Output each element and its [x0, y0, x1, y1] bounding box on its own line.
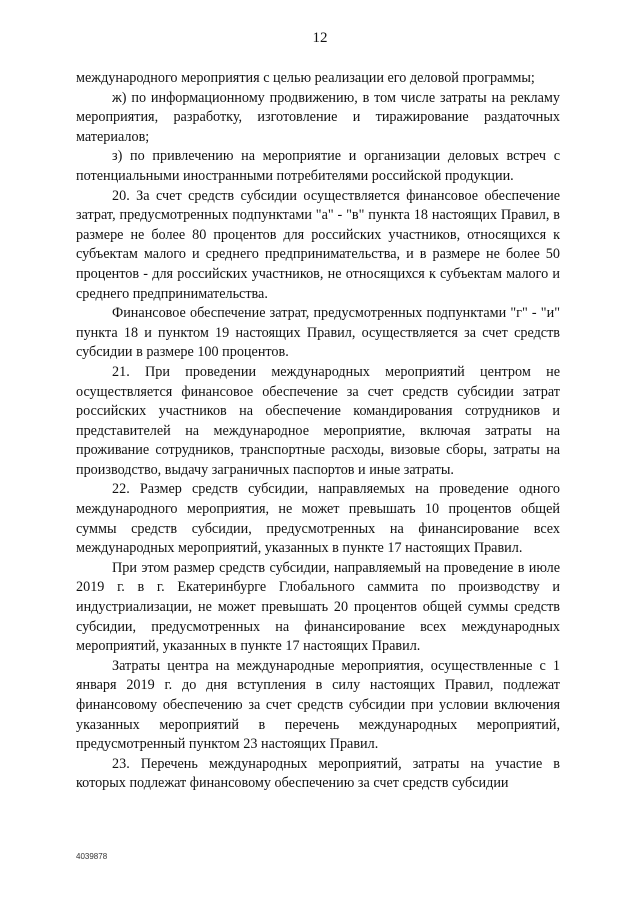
document-body — [76, 69, 560, 794]
paragraph: 20. За счет средств субсидии осуществляется финансовое обеспечение затрат, предусмотренных подпунктами "а" - "в" пункта 18 настоящих Правил, в размере не более 80 процентов для российских участников, относящихся к субъектам малого и среднего предпринимательства, и в размере не более 50 процентов - для российских участников, не относящихся к субъектам малого и среднего предпринимательства. — [76, 187, 560, 302]
page-number: 12 — [312, 30, 328, 46]
paragraph: 21. При проведении международных мероприятий центром не осуществляется финансовое обеспечение за счет средств субсидии затрат российских участников на обеспечение командирования сотрудников и представителей на международное мероприятие, включая затраты на проживание сотрудников, транспортные расходы, визовые сборы, затраты на производство, выдачу заграничных паспортов и иные затраты. — [76, 363, 560, 478]
paragraph: з) по привлечению на мероприятие и организации деловых встреч с потенциальными иностранными потребителями российской продукции. — [76, 148, 560, 184]
paragraph: Затраты центра на международные мероприятия, осуществленные с 1 января 2019 г. до дня вступления в силу настоящих Правил, подлежат финансовому обеспечению за счет средств субсидии при условии включения указанных мероприятий в перечень международных мероприятий, предусмотренный пунктом 23 настоящих Правил. — [76, 657, 560, 753]
paragraph: При этом размер средств субсидии, направляемый на проведение в июле 2019 г. в г. Екатеринбурге Глобального саммита по производству и индустриализации, не может превышать 20 процентов общей суммы средств субсидии, предусмотренных на финансирование всех международных мероприятий, указанных в пункте 17 настоящих Правил. — [76, 559, 560, 655]
paragraph: 23. Перечень международных мероприятий, затраты на участие в которых подлежат финансовому обеспечению за счет средств субсидии — [76, 755, 560, 792]
paragraph: международного мероприятия с целью реализации его деловой программы; — [76, 70, 535, 86]
paragraph: ж) по информационному продвижению, в том числе затраты на рекламу мероприятия, разработку, изготовление и тиражирование раздаточных материалов; — [76, 89, 560, 145]
document-id: 4039878 — [76, 852, 108, 861]
paragraph: Финансовое обеспечение затрат, предусмотренных подпунктами "г" - "и" пункта 18 и пунктом 19 настоящих Правил, осуществляется за счет средств субсидии в размере 100 процентов. — [76, 305, 560, 361]
paragraph: 22. Размер средств субсидии, направляемых на проведение одного международного мероприятия, не может превышать 10 процентов общей суммы средств субсидии, предусмотренных на финансирование всех международных мероприятий, указанных в пункте 17 настоящих Правил. — [76, 481, 560, 557]
